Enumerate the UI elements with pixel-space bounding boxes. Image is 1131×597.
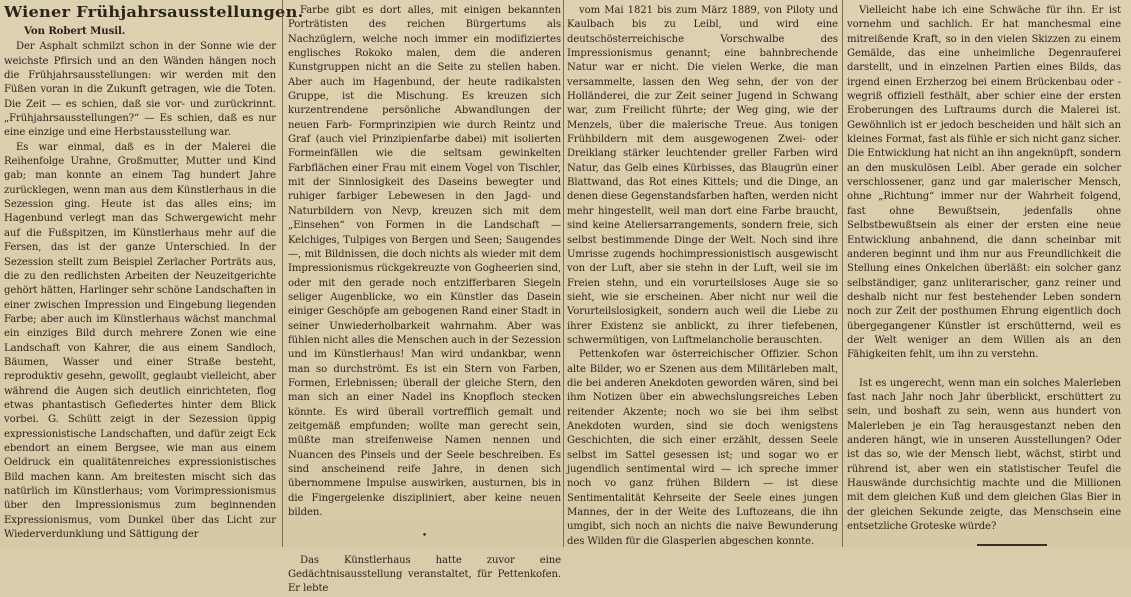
article-byline: Von Robert Musil. bbox=[24, 25, 126, 37]
column-3 bbox=[567, 4, 838, 547]
column-rule bbox=[842, 0, 843, 547]
paragraph: Es war einmal, daß es in der Malerei die Reihenfolge Urahne, Großmutter, Mutter und Kind gab; man konnte an einem Tag hundert Jahre zurücklegen, wenn man aus dem Künstlerhaus in die Sezession ging. Heute ist das alles eins; im Hagenbund verlegt man das Schwergewicht mehr auf die Fußspitzen, im Künstlerhaus mehr auf die Fersen, das ist der ganze Unterschied. In der Sezession stellt zum Beispiel Zerlacher Porträts aus, die zu den redlichsten Arbeiten der Neuzeitgerichte gehört hätten, Harlinger sehr schöne Landschaften in einer zwischen Impression und Eingebung liegenden Farbe; aber auch im Künstlerhaus wächst manchmal ein einziges Bild durch mehrere Zonen wie eine Landschaft von Kahrer, die aus einem Sandloch, Bäumen, Wasser und einer Straße besteht, reproduktiv gesehn, gewollt, geglaubt vielleicht, aber während die Augen sich deutlich einrichteten, flog etwas phantastisch Gefiedertes hinter dem Blick vorbei. G. Schütt zeigt in der Sezession üppig expressionistische Landschaften, und dafür zeigt Eck ebendort an einem Bergsee, wie man aus einem Oeldruck ein qualitätenreiches expressionistisches Bild machen kann. Am breitesten mischt sich das natürlich im Künstlerhaus; vom Vorimpressionismus über den Impressionismus zum beginnenden Expressionismus, vom Dunkel über das Licht zur Wiederverdunklung und Sättigung der bbox=[4, 141, 276, 541]
column-rule bbox=[563, 0, 564, 547]
paragraph: Farbe gibt es dort alles, mit einigen bekannten Porträtisten des reichen Bürgertums als Nachzüglern, welche noch immer ein modifiziertes englisches Rokoko malen, dem die anderen Kunstgruppen nicht an die Seite zu stellen haben. Aber auch im Hagenbund, der heute radikalsten Gruppe, ist die Mischung. Es kreuzen sich kurzentrendene persönliche Abwandlungen der neuen Farb- Formprinzipien wie durch Reintz und Graf (auch viel Prinzipienfarbe dabei) mit isolierten Formeinfällen wie die seltsam gewinkelten Farbflächen einer Frau mit einem Vogel von Tischler, mit der Sinnlosigkeit des Daseins bewegter und ruhiger farbiger Lebewesen in den Jagd- und Naturbildern von Nevp, kreuzen sich mit dem „Einsehen“ von Formen in die Landschaft — Kelchiges, Tulpiges von Bergen und Seen; Saugendes —, mit Bildnissen, die doch nichts als wieder mit dem Impressionismus rückgekreuzte von Gogheerien sind, oder mit den gerade noch entzifferbaren Siegeln seliger Augenblicke, wo ein Künstler das Dasein einiger Geschöpfe am gebogenen Rand einer Stadt in seiner Unwiederholbarkeit wahrnahm. Aber was fühlen nicht alles die Menschen auch in der Sezession und im Künstlerhaus! Man wird undankbar, wenn man so durchströmt. Es ist ein Stern von Farben, Formen, Erlebnissen; überall der gleiche Stern, den man sich an einer Nadel ins Knopfloch stecken könnte. Es wird überall vortrefflich gemalt und zeitgemäß empfunden; wollte man gerecht sein, müßte man streifenweise Namen nennen und Nuancen des Pinsels und der Seele beschreiben. Es sind anscheinend reife Jahre, in denen sich übernommene Impulse auswirken, austurnen, bis in die Fingergelenke diszipliniert, aber keine neuen bilden. bbox=[288, 5, 561, 519]
end-rule bbox=[977, 544, 1047, 546]
paragraph: Der Asphalt schmilzt schon in der Sonne wie der weichste Pfirsich und an den Wänden hängen noch die Frühjahrsausstellungen: wir werden mit den Füßen voran in die Zukunft getragen, wie die Toten. Die Zeit — es schien, daß sie vor- und zurückrinnt. „Frühjahrsausstellungen?“ — Es schien, daß es nur eine einzige und eine Herbstausstellung war. bbox=[4, 41, 276, 139]
article-title: Wiener Frühjahrsausstellungen. bbox=[4, 3, 304, 21]
section-separator: • bbox=[421, 531, 428, 542]
paragraph: Pettenkofen war österreichischer Offizier. Schon alte Bilder, wo er Szenen aus dem Militärleben malt, die bei anderen Anekdoten geworden wären, sind bei ihm Notizen über ein abwechslungsreiches Leben reitender Akzente; noch wo sie bei ihm selbst Anekdoten wurden, sind sie doch wenigstens Geschichten, die sich einer erzählt, dessen Seele selbst im Sattel gesessen ist; und sogar wo er jugendlich sentimental wird — ich spreche immer noch vo ganz frühen Bildern — ist diese Sentimentalität Kehrseite der Seele eines jungen Mannes, der in der Weite des Luftozeans, die ihn umgibt, sich noch an nichts die naive Bewunderung des Wilden für die Glasperlen abgeschen konnte. bbox=[567, 349, 838, 547]
paragraph: vom Mai 1821 bis zum März 1889, von Piloty und Kaulbach bis zu Leibl, und wird eine deutschösterreichische Vorschwalbe des Impressionismus genannt; eine bahnbrechende Natur war er nicht. Die vielen Werke, die man versammelte, lassen den Weg sehn, der von der Holländerei, die zur Zeit seiner Jugend in Schwang war, zum Freilicht führte; der Weg ging, wie der Menzels, über die malerische Treue. Aus tonigen Frühbildern mit dem ausgewogenen Zwei- oder Dreiklang stärker leuchtender greller Farben wird Natur, das Gelb eines Kürbisses, das Blaugrün einer Blattwand, das Rot eines Kittels; und die Dinge, an denen diese Gegenstandsfarben haften, werden nicht mehr hingestellt, weil man dort eine Farbe braucht, sind keine Ateliersarrangements, sondern freie, sich selbst bestimmende Dinge der Welt. Noch sind ihre Umrisse zugends hochimpressionistisch ausgewischt von der Luft, aber sie stehn in der Luft, weil sie im Freien stehn, und ein vorurteilsloses Auge sie so sieht, wie sie erscheinen. Aber nicht nur weil die Vorurteilslosigkeit, sondern auch weil die Liebe zu ihrer Existenz sie anblickt, zu ihrer tiefebenen, schwermütigen, von Luftmelancholie berauschten. bbox=[567, 5, 838, 346]
paragraph: Das Künstlerhaus hatte zuvor eine Gedächtnisausstellung veranstaltet, für Pettenkofen. Er lebte bbox=[288, 554, 561, 595]
paragraph: Ist es ungerecht, wenn man ein solches Malerleben fast nach Jahr noch Jahr überblickt, erschüttert zu sein, und boshaft zu sein, wenn aus hundert von Malerleben je ein Tag herausgestanzt neben den anderen hängt, wie in unseren Ausstellungen? Oder ist das so, wie der Mensch liebt, wächst, stirbt und rührend ist, aber wen ein statistischer Teufel die Hauswände durchsichtig machte und die Millionen mit dem gleichen Kuß und dem gleichen Glas Bier in der gleichen Sekunde zeigte, das Menschsein eine entsetzliche Groteske würde? bbox=[847, 377, 1121, 533]
paragraph: Vielleicht habe ich eine Schwäche für ihn. Er ist vornehm und sachlich. Er hat manchesmal eine mitreißende Kraft, so in den vielen Skizzen zu einem Gemälde, das eine unheimliche Degenrauferei darstellt, und in einzelnen Partien eines Bilds, das irgend einen Erzherzog bei einem Brückenbau oder -wegriß offiziell festhält, aber schier eine der ersten Eroberungen des Luftraums durch die Malerei ist. Gewöhnlich ist er jedoch bescheiden und hält sich an kleines Format, fast als fühle er sich nicht ganz sicher. Die Entwicklung hat nicht an ihn angeknüpft, sondern an den muskulösen Leibl. Aber gerade ein solcher verschlossener, ganz und gar malerischer Mensch, ohne „Richtung“ immer nur der Wahrheit folgend, fast ohne Bewußtsein, jedenfalls ohne Selbstbewußtsein als einer der ersten eine neue Entwicklung anbahnend, die dann scheinbar mit anderen beginnt und ihm nur aus Freundlichkeit die Stellung eines Onkelchen überläßt: ein solcher ganz selbständiger, ganz unliterarischer, ganz reiner und deshalb nicht nur fest bestehender Leben sondern noch zur Zeit der posthumen Ehrung eigentlich doch übergegangener Künstler ist erschütternd, weil es der Welt weniger an dem Willen als an den Fähigkeiten fehlt, um ihn zu verstehn. bbox=[847, 5, 1121, 361]
column-2 bbox=[288, 4, 561, 595]
column-4 bbox=[847, 4, 1121, 544]
column-1 bbox=[4, 3, 304, 544]
column-rule bbox=[282, 0, 283, 547]
